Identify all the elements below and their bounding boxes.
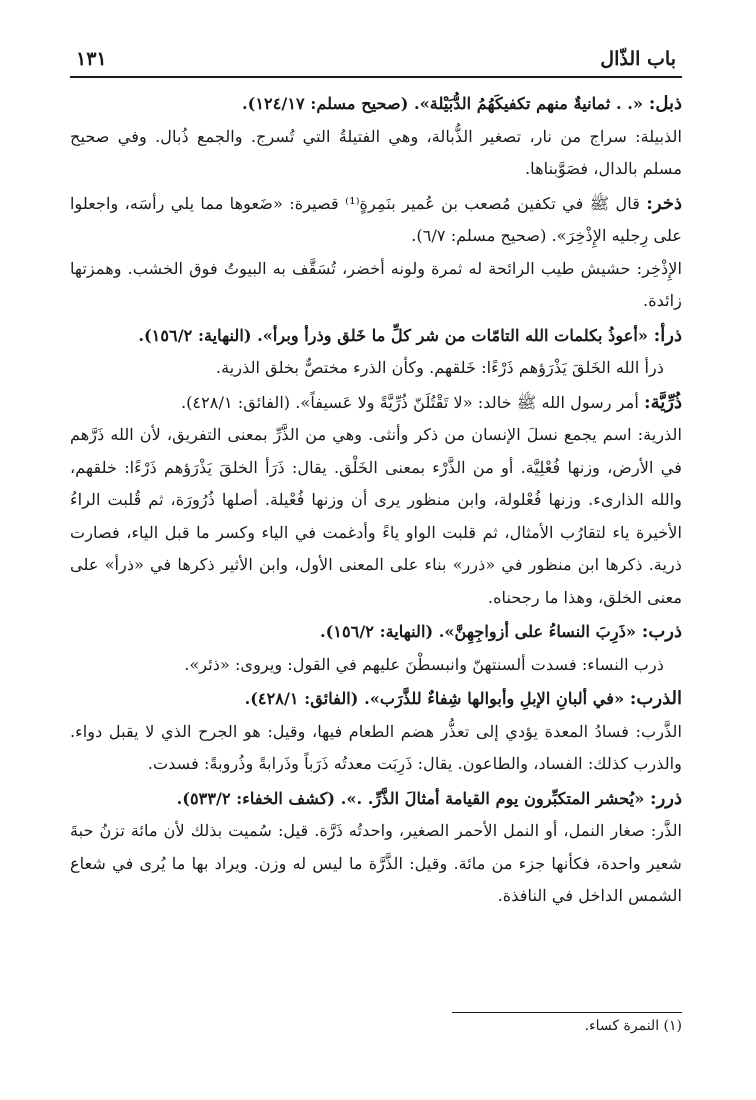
entry-al-dharab: [70, 683, 682, 781]
entry-definition: الذَّرب: فسادُ المعدة يؤدي إلى تعذُّر هضم الطعام فيها، وقيل: هو الجرح الذي لا يقبل دواء. والذرب كذلك: الفساد، والطاعون. يقال: ذَرِبَت معدتُه ذَرَباً وذَرابةً وذُروبةً: فسدت.: [70, 721, 682, 773]
entry-definition: الذبيلة: سراج من نار، تصغير الذُّبالة، وهي الفتيلةُ التي تُسرج. والجمع ذُبال. وفي صحيح مسلم بالدال، فصَوَّبناها.: [70, 126, 682, 178]
headword: ذرأ:: [653, 324, 682, 346]
entry-definition: الذَّر: صغار النمل، أو النمل الأحمر الصغير، واحدتُه ذَرَّة. قيل: سُميت بذلك لأن مائة تزنُ حبةَ شعير واحدة، فكأنها جزء من مائة. وقيل: الذَّرَّة ما ليس له وزن. ويراد بها ما يُرى في شعاع الشمس الداخل في النافذة.: [70, 821, 682, 905]
entry-quote: «يُحشر المتكبِّرون يوم القيامة أمثالَ الذَّرِّ. .». (كشف الخفاء: ٥٣٣/٢).: [176, 788, 650, 808]
headword: ذرب:: [641, 621, 682, 642]
page: [70, 48, 682, 913]
entry-definition: ذرأ الله الخَلقَ يَذْرَؤهم ذَرْءًا: خَلقهم. وكأن الذرء مختصٌّ بخلق الذرية.: [215, 358, 664, 377]
entry-dhabl: [70, 88, 682, 186]
entry-definition: الإِذْخِر: حشيش طيب الرائحة له ثمرة ولونه أخضر، تُسَقَّف به البيوتُ فوق الخشب. وهمزتها زائدة.: [70, 258, 682, 310]
dictionary-content: [70, 88, 682, 913]
page-number: ١٣١: [76, 48, 107, 70]
footnote-divider: [452, 1012, 682, 1013]
entry-quote: أمر رسول الله ﷺ خالد: «لا تَقْتُلَنّ ذُرِّيَّةً ولا عَسيفاً». (الفائق: ٤٢٨/١).: [180, 392, 644, 412]
entry-definition: الذرية: اسم يجمع نسلَ الإنسان من ذكر وأنثى. وهي من الذَّرِّ بمعنى التفريق، لأن الله ذَرَّهم في الأرض، وزنها فُعْلِيَّة. أو من الذَّرْء بمعنى الخَلْق. يقال: ذَرَأ الخلقَ يَذْرَؤهم ذَرْءًا: خلقهم، والله الذارىء. وزنها فُعْلولة، وابن منظور يرى أن وزنها فُعْيلة. أصلها ذُرُورَة، ثم قُلبت الراءُ الأخيرة ياء لتقارُب الأمثال، ثم قلبت الواو ياءً وأدغمت في الياء وكسر ما قبل الياء، فصارت ذرية. ذكرها ابن منظور في «ذرر» بناء على المعنى الأول، وابن الأثير ذكرها في «ذرأ» على معنى الخلق، وهذا ما رجحناه.: [70, 425, 682, 607]
entry-dhakhr: [70, 188, 682, 318]
headword: ذرر:: [649, 787, 682, 809]
entry-dharab: [70, 616, 682, 681]
entry-dharar: [70, 783, 682, 913]
entry-quote: «. . ثمانيةٌ منهم تكفيكَهُمُ الدُّبَيْلة». (صحيح مسلم: ١٢٤/١٧).: [242, 94, 649, 113]
entry-definition: ذرب النساء: فسدت ألسنتهنّ وانبسطْنَ عليهم في القول: ويروى: «ذئر».: [184, 654, 664, 674]
entry-quote: «أعوذُ بكلمات الله التامّات من شر كلِّ ما خَلق وذرأ وبرأ». (النهاية: ١٥٦/٢).: [138, 325, 654, 345]
footnote: (١) النمرة كساء.: [584, 1018, 682, 1034]
page-header: [70, 48, 682, 78]
entry-quote: «ذَرِبَ النساءُ على أزواجِهِنَّ». (النهاية: ١٥٦/٢).: [319, 622, 642, 641]
entry-dhurriyya: [70, 387, 682, 615]
chapter-title: باب الذّال: [600, 48, 676, 70]
entry-quote: قال ﷺ في تكفين مُصعب بن عُمير بنَمِرةٍ⁽¹⁾ قصيرة: «ضَعوها مما يلي رأسَه، واجعلوا على رِجليه الإِذْخِرَ». (صحيح مسلم: ٦/٧).: [70, 193, 682, 245]
entry-quote: «في ألبانِ الإبلِ وأبوالها شِفاءٌ للذَّرَب». (الفائق: ٤٢٨/١).: [244, 689, 630, 708]
headword: ذخر:: [646, 192, 682, 214]
headword: ذُرِّيَّة:: [643, 391, 682, 413]
headword: الذرب:: [629, 688, 682, 709]
headword: ذبل:: [648, 93, 682, 114]
entry-dhara: [70, 320, 682, 385]
